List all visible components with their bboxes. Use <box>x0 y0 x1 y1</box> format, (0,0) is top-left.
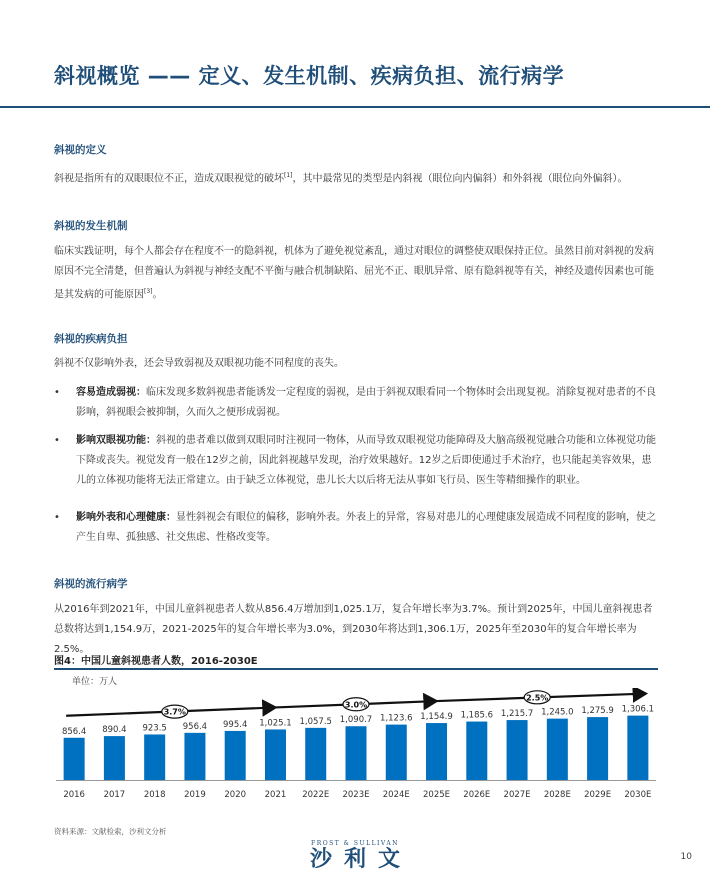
bullet-dot: • <box>54 512 60 523</box>
figure-title: 图4：中国儿童斜视患者人数，2016-2030E <box>54 656 258 667</box>
bar-value-label: 1,306.1 <box>621 704 655 715</box>
bullet-text: 斜视的患者难以做到双眼同时注视同一物体，从而导致双眼视觉功能障碍及大脑高级视觉融合功能和立体视觉功能下降或丧失。视觉发育一般在12岁之前，因此斜视越早发现，治疗效果越好。12岁之后即使通过手术治疗，也只能起美容效果，患儿的立体视功能将无法正常建立。由于缺乏立体视觉，患儿长大以后将无法从事如飞行员、医生等精细操作的职业。 <box>76 435 656 486</box>
page-title: 斜视概览 —— 定义、发生机制、疾病负担、流行病学 <box>54 64 565 88</box>
bar-value-label: 1,245.0 <box>541 707 574 718</box>
bar-value-label: 1,154.9 <box>420 712 453 723</box>
bar-value-label: 923.5 <box>142 723 167 734</box>
figure-unit: 单位：万人 <box>72 677 118 687</box>
bar-2020 <box>225 731 246 780</box>
x-tick-label: 2023E <box>342 790 370 800</box>
section-heading-definition: 斜视的定义 <box>54 144 107 156</box>
section-heading-mechanism: 斜视的发生机制 <box>54 220 128 232</box>
bar-value-label: 1,215.7 <box>500 709 534 720</box>
bar-value-label: 1,090.7 <box>339 715 373 726</box>
cagr-label: 2.5% <box>526 693 549 703</box>
figure-source: 资料来源：文献检索，沙利文分析 <box>54 827 167 836</box>
epidemiology-paragraph: 从2016年到2021年，中国儿童斜视患者人数从856.4万增加到1,025.1万，复合年增长率为3.7%。预计到2025年，中国儿童斜视患者总数将达到1,154.9万，2021-2025年的复合年增长率为3.0%，到2030年将达到1,306.1万，2025年至2030年的复合年增长率为2.5%。 <box>54 604 653 655</box>
bar-2030E <box>627 716 648 780</box>
bullet-label: 影响双眼视功能： <box>76 435 156 446</box>
reference-3: [3] <box>144 288 153 295</box>
bar-2025E <box>426 723 447 780</box>
bar-value-label: 1,275.9 <box>581 706 614 717</box>
bullet-dot: • <box>54 387 60 398</box>
x-tick-label: 2022E <box>302 790 330 800</box>
bar-value-label: 995.4 <box>223 719 248 730</box>
bullet-text: 临床发现多数斜视患者能诱发一定程度的弱视，是由于斜视双眼看同一个物体时会出现复视。消除复视对患者的不良影响，斜视眼会被抑制，久而久之便形成弱视。 <box>76 387 656 418</box>
x-tick-label: 2026E <box>463 790 491 800</box>
bullet-label: 影响外表和心理健康： <box>76 512 176 523</box>
bullet-text: 显性斜视会有眼位的偏移，影响外表。外表上的异常，容易对患儿的心理健康发展造成不同程度的影响，使之产生自卑、孤独感、社交焦虑、性格改变等。 <box>76 512 656 543</box>
bar-2027E <box>507 720 528 780</box>
x-tick-label: 2030E <box>624 790 652 800</box>
reference-1: [1] <box>284 172 293 179</box>
bar-value-label: 890.4 <box>102 725 127 736</box>
bar-2023E <box>346 726 367 780</box>
bar-2029E <box>587 717 608 780</box>
page-number: 10 <box>680 852 692 862</box>
x-tick-label: 2025E <box>423 790 451 800</box>
bar-2021 <box>265 729 286 780</box>
bar-2017 <box>104 736 125 780</box>
burden-bullet-binocular <box>54 431 658 491</box>
bullet-dot: • <box>54 435 60 446</box>
x-tick-label: 2029E <box>584 790 612 800</box>
bar-2019 <box>184 733 205 780</box>
burden-bullet-amblyopia <box>54 383 658 423</box>
bar-2026E <box>466 722 487 780</box>
x-tick-label: 2019 <box>184 790 206 800</box>
cagr-label: 3.7% <box>163 707 186 717</box>
section-heading-epidemiology: 斜视的流行病学 <box>54 578 128 590</box>
burden-bullet-appearance <box>54 508 658 548</box>
burden-intro: 斜视不仅影响外表，还会导致弱视及双眼视功能不同程度的丧失。 <box>54 358 344 369</box>
x-tick-label: 2024E <box>382 790 410 800</box>
mechanism-paragraph: 临床实践证明，每个人都会存在程度不一的隐斜视，机体为了避免视觉紊乱，通过对眼位的调整使双眼保持正位。虽然目前对斜视的发病原因不完全清楚，但普遍认为斜视与神经支配不平衡与融合机制缺陷、屈光不正、眼肌异常、原有隐斜视等有关，神经及遗传因素也可能是其发病的可能原因[3]。 <box>54 246 654 301</box>
bar-value-label: 956.4 <box>182 721 208 732</box>
x-tick-label: 2016 <box>63 790 85 800</box>
bar-2016 <box>64 738 85 780</box>
definition-paragraph: 斜视是指所有的双眼眼位不正，造成双眼视觉的破坏[1]，其中最常见的类型是内斜视（眼位向内偏斜）和外斜视（眼位向外偏斜）。 <box>54 172 628 185</box>
figure-divider <box>54 668 658 670</box>
bar-value-label: 856.4 <box>61 726 87 737</box>
bar-2018 <box>144 734 165 780</box>
title-divider <box>0 106 710 108</box>
patient-count-chart <box>54 688 658 804</box>
x-tick-label: 2021 <box>264 790 287 800</box>
bullet-label: 容易造成弱视： <box>76 387 146 398</box>
bar-2024E <box>386 725 407 780</box>
x-tick-label: 2020 <box>224 790 247 800</box>
x-tick-label: 2017 <box>103 790 126 800</box>
x-tick-label: 2028E <box>543 790 571 800</box>
bar-2028E <box>547 719 568 780</box>
x-tick-label: 2027E <box>503 790 531 800</box>
bar-2022E <box>305 728 326 780</box>
frost-sullivan-logo: FROST & SULLIVAN 沙利文 <box>309 840 412 872</box>
bar-value-label: 1,025.1 <box>259 718 292 729</box>
bar-value-label: 1,185.6 <box>460 710 494 721</box>
x-tick-label: 2018 <box>143 790 166 800</box>
cagr-label: 3.0% <box>344 700 368 710</box>
section-heading-burden: 斜视的疾病负担 <box>54 333 128 345</box>
bar-value-label: 1,057.5 <box>299 716 332 727</box>
bar-value-label: 1,123.6 <box>380 713 413 724</box>
